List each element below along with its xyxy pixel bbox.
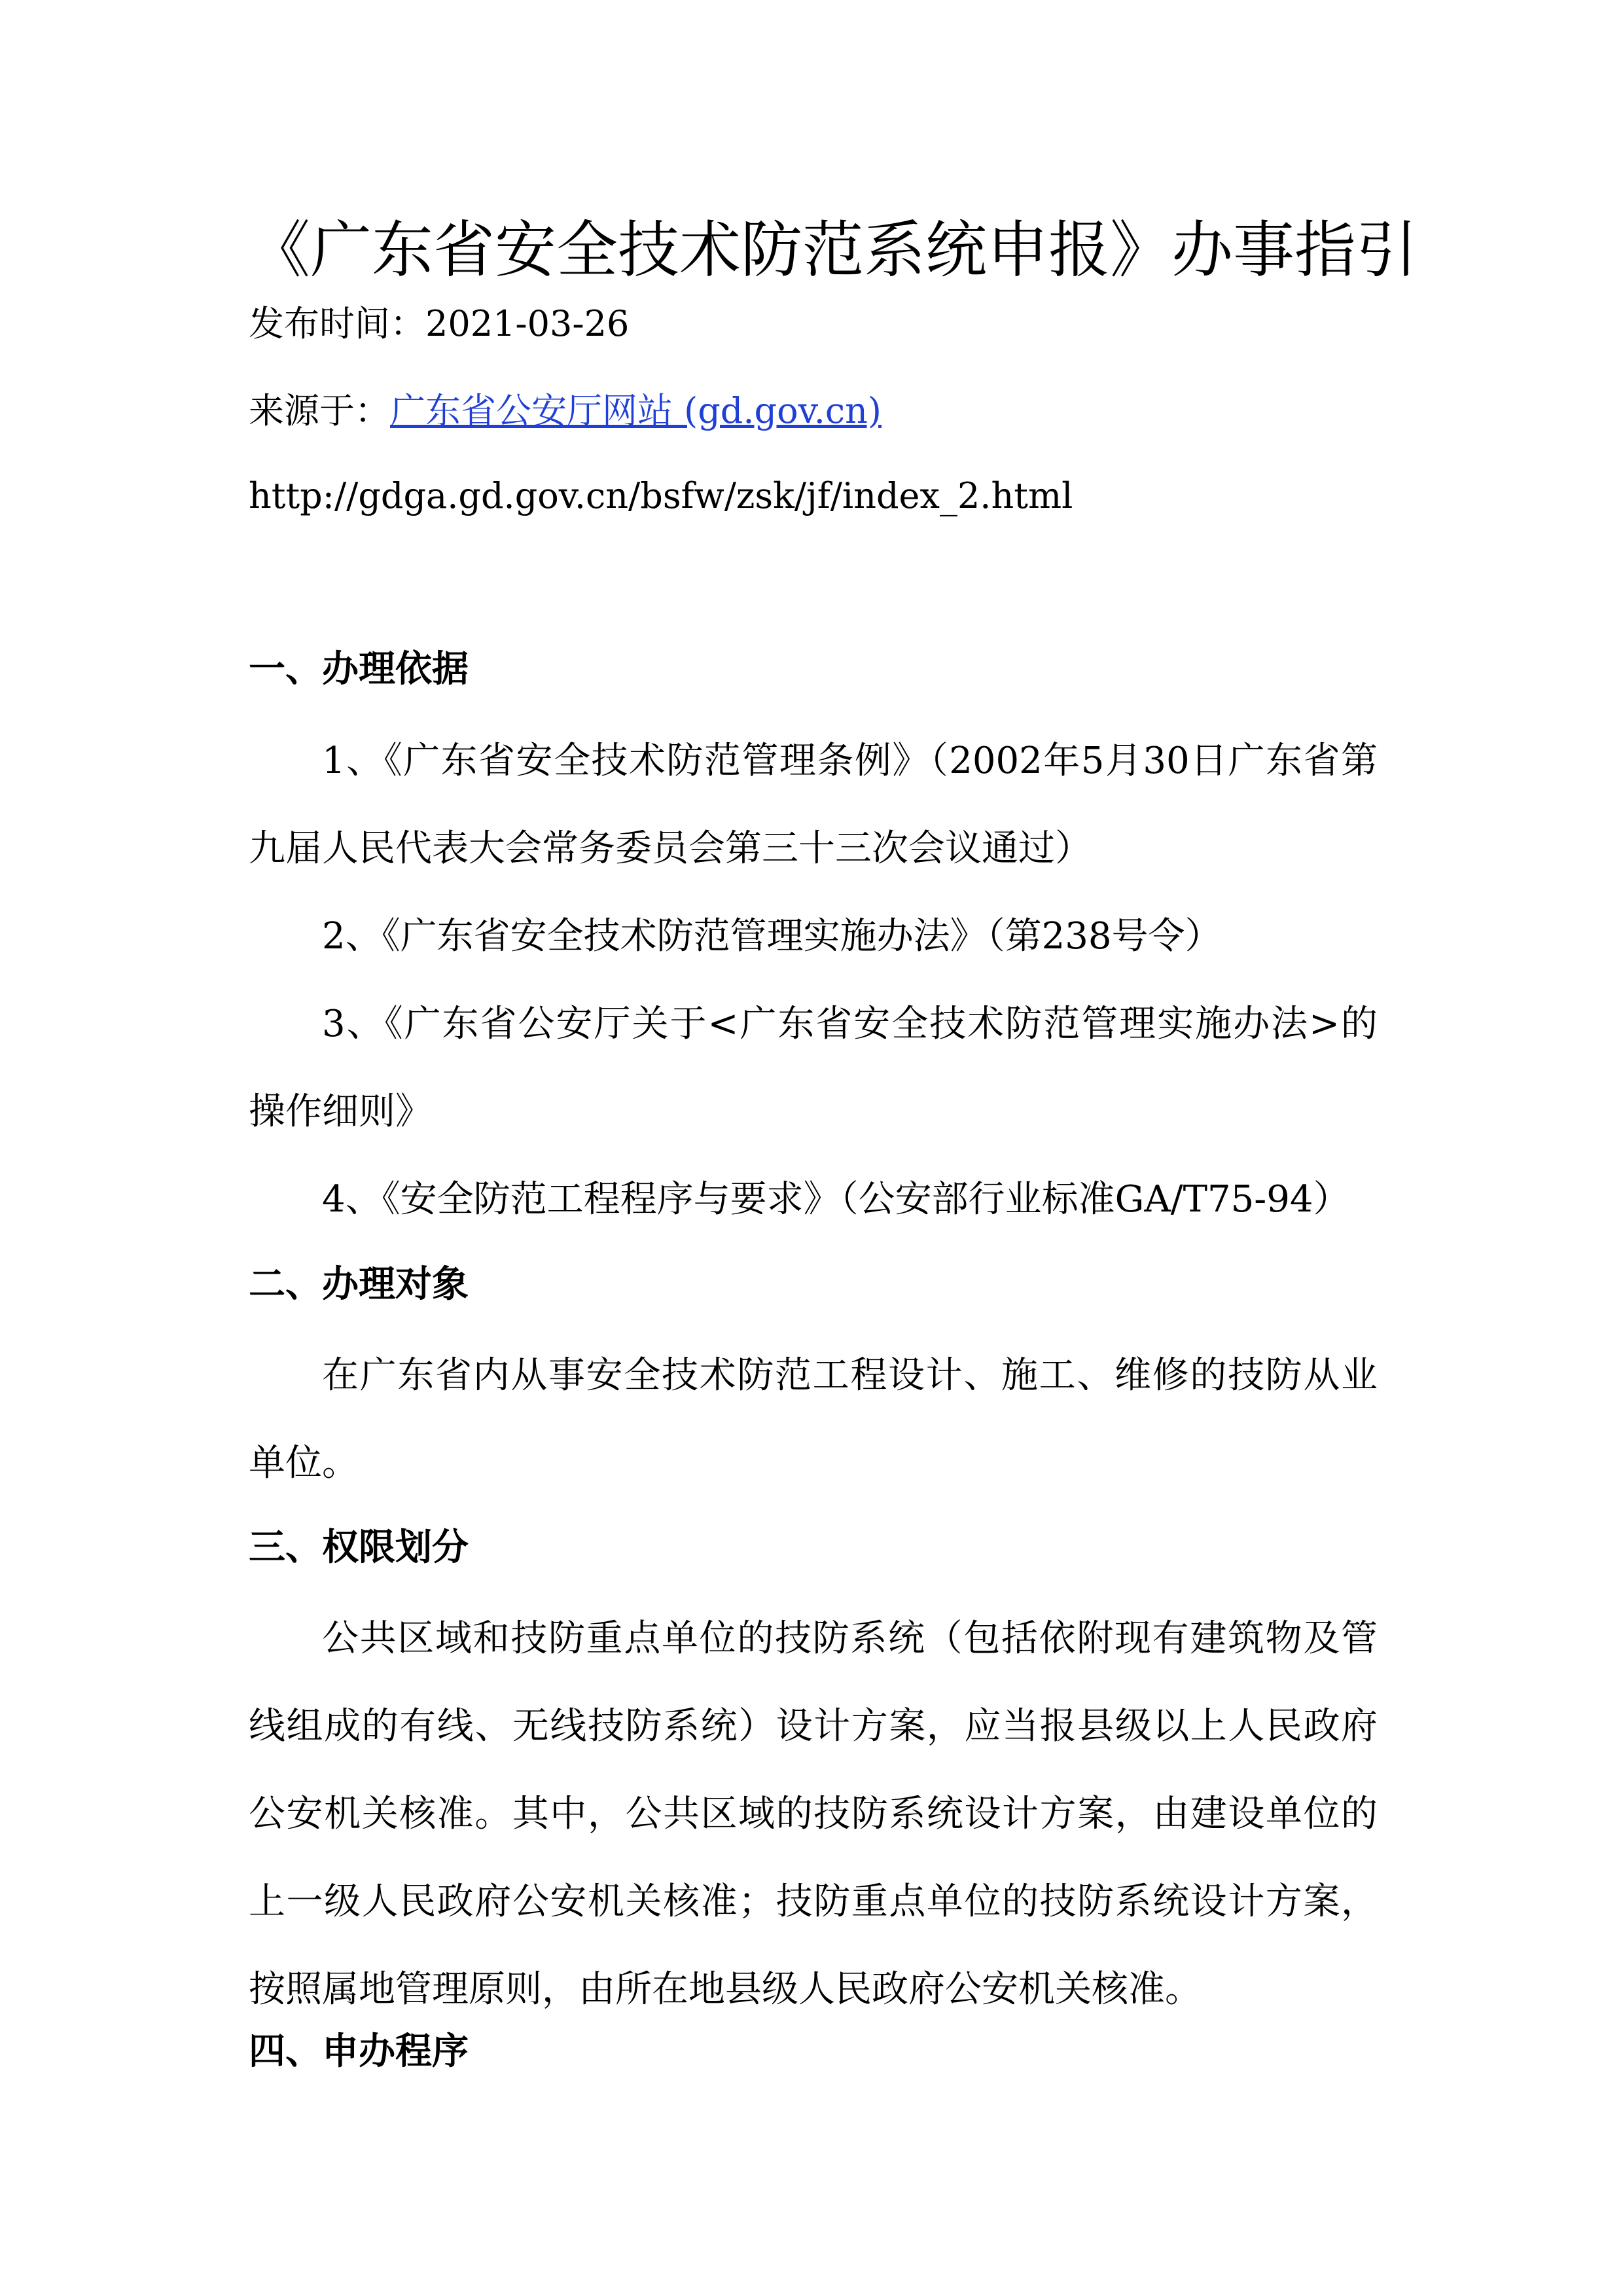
basis-item-4: 4、《安全防范工程程序与要求》（公安部行业标准GA/T75-94） — [322, 1178, 1350, 1221]
basis-item-3: 3、《广东省公安厅关于<广东省安全技术防范管理实施办法>的操作细则》 — [249, 1003, 1378, 1133]
source-link[interactable]: 广东省公安厅网站 (gd.gov.cn) — [390, 390, 882, 431]
authority-text: 公共区域和技防重点单位的技防系统（包括依附现有建筑物及管线组成的有线、无线技防系统）设计方案，应当报县级以上人民政府公安机关核准。其中，公共区域的技防系统设计方案，由建设单位的上一级人民政府公安机关核准；技防重点单位的技防系统设计方案，按照属地管理原则，由所在地县级人民政府公安机关核准。 — [249, 1617, 1378, 2011]
section-heading-procedure: 四、申办程序 — [249, 2030, 469, 2073]
section-heading-basis: 一、办理依据 — [249, 648, 469, 691]
source-label: 来源于： — [249, 390, 390, 431]
source-info — [249, 385, 882, 437]
section-heading-target: 二、办理对象 — [249, 1263, 469, 1306]
basis-item-1: 1、《广东省安全技术防范管理条例》（2002年5月30日广东省第九届人民代表大会常务委员会第三十三次会议通过） — [249, 740, 1378, 870]
publish-date: 2021-03-26 — [425, 303, 630, 344]
section-heading-authority: 三、权限划分 — [249, 1526, 469, 1569]
target-text: 在广东省内从事安全技术防范工程设计、施工、维修的技防从业单位。 — [249, 1354, 1378, 1484]
basis-item-2: 2、《广东省安全技术防范管理实施办法》（第238号令） — [322, 915, 1222, 958]
publish-info — [249, 298, 629, 350]
publish-label: 发布时间： — [249, 303, 425, 344]
source-url: http://gdga.gd.gov.cn/bsfw/zsk/jf/index_2.html — [249, 475, 1073, 516]
document-title: 《广东省安全技术防范系统申报》办事指引 — [249, 215, 1418, 286]
